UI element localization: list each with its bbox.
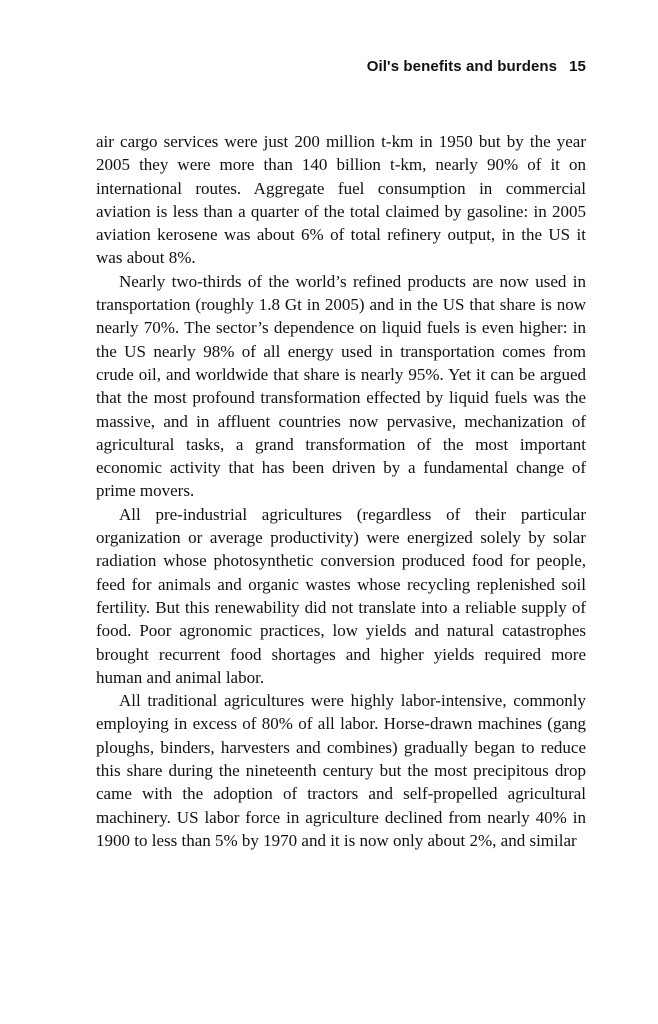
paragraph-3: All pre-industrial agricultures (regardless of their particular organization or average productivity) were energized solely by solar radiation whose photosynthetic conversion produced food for people, feed for animals and organic wastes whose recycling replenished soil fertility. But this renewability did not translate into a reliable supply of food. Poor agronomic practices, low yields and natural catastrophes brought recurrent food shortages and higher yields required more human and animal labor.	[96, 504, 586, 687]
paragraph-4: All traditional agricultures were highly labor-intensive, commonly employing in excess of 80% of all labor. Horse-drawn machines (gang ploughs, binders, harvesters and combines) gradually began to reduce this share during the nineteenth century but the most precipitous drop came with the adoption of tractors and self-propelled agricultural machinery. US labor force in agriculture declined from nearly 40% in 1900 to less than 5% by 1970 and it is now only about 2%, and similar	[96, 691, 586, 850]
running-title: Oil's benefits and burdens	[366, 58, 558, 75]
paragraph-1: air cargo services were just 200 million t-km in 1950 but by the year 2005 they were more than 140 billion t-km, nearly 90% of it on international routes. Aggregate fuel consumption in commercial aviation is less than a quarter of the total claimed by gasoline: in 2005 aviation kerosene was about 6% of total refinery output, in the US it was about 8%.	[96, 132, 586, 268]
paragraph-2: Nearly two-thirds of the world’s refined products are now used in transportation (roughly 1.8 Gt in 2005) and in the US that share is now nearly 70%. The sector’s dependence on liquid fuels is even higher: in the US nearly 98% of all energy used in transportation comes from crude oil, and worldwide that share is nearly 95%. Yet it can be argued that the most profound transformation effected by liquid fuels was the massive, and in affluent countries now pervasive, mechanization of agricultural tasks, a grand transformation of the most important economic activity that has been driven by a fundamental change of prime movers.	[96, 271, 586, 501]
running-head	[367, 58, 586, 75]
page-number: 15	[569, 58, 586, 75]
body-text	[96, 130, 586, 852]
